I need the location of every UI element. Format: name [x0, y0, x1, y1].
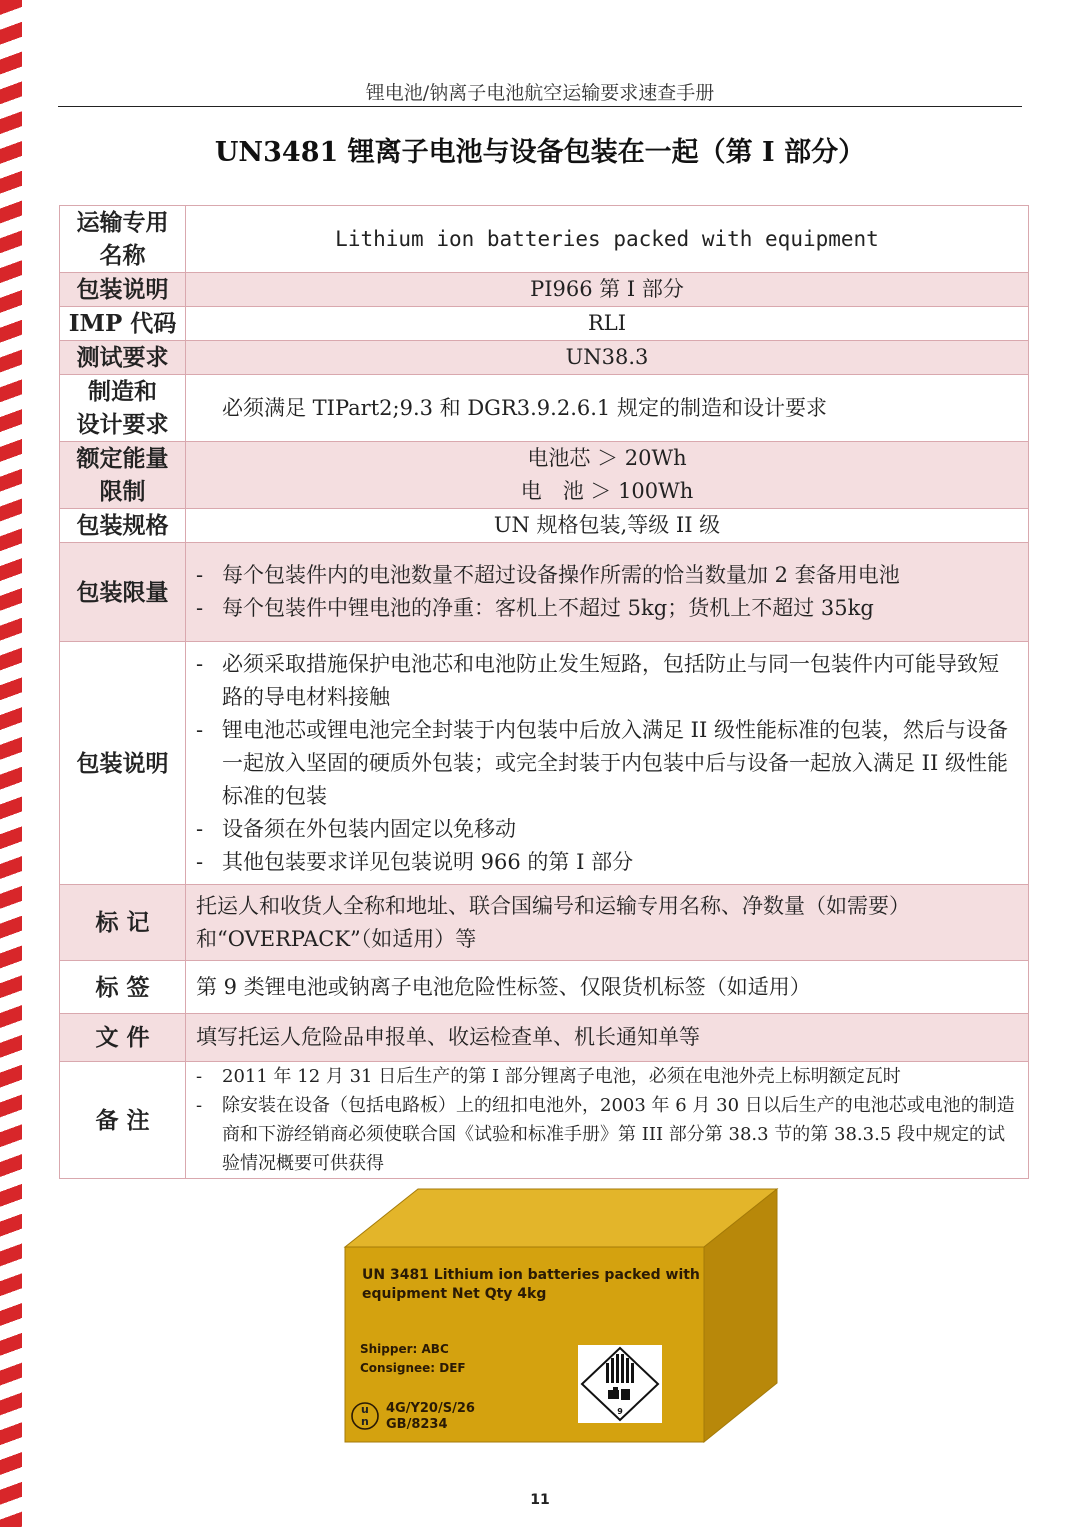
list-item: - 除安装在设备（包括电路板）上的纽扣电池外，2003 年 6 月 30 日以后生产的电池芯或电池的制造商和下游经销商必须使联合国《试验和标准手册》第 III 部分第 38.3 节的第 38.3.5 段中规定的试验情况概要可供获得: [196, 1091, 1018, 1178]
hazard-class-number: 9: [617, 1407, 623, 1416]
value-packing-instruction: PI966 第 I 部分: [186, 273, 1029, 307]
row-manufacturing: [60, 375, 1029, 442]
row-documents: [60, 1014, 1029, 1062]
label-marking: 标 记: [60, 885, 186, 961]
row-remarks: [60, 1062, 1029, 1179]
list-item: - 每个包装件中锂电池的净重：客机上不超过 5kg；货机上不超过 35kg: [196, 592, 1018, 625]
value-remarks: [186, 1062, 1029, 1179]
header-rule: [58, 106, 1022, 107]
label-manufacturing: 制造和 设计要求: [60, 375, 186, 442]
list-item: - 2011 年 12 月 31 日后生产的第 I 部分锂离子电池，必须在电池外壳上标明额定瓦时: [196, 1062, 1018, 1091]
box-un-code-line2: GB/8234: [386, 1417, 448, 1432]
value-packaging-limit: [186, 543, 1029, 642]
label-rated-energy: 额定能量 限制: [60, 442, 186, 509]
label-remarks: 备 注: [60, 1062, 186, 1179]
row-packaging-spec: [60, 509, 1029, 543]
row-marking: [60, 885, 1029, 961]
value-marking: 托运人和收货人全称和地址、联合国编号和运输专用名称、净数量（如需要）和“OVERPACK”（如适用）等: [186, 885, 1029, 961]
value-packaging-spec: UN 规格包装,等级 II 级: [186, 509, 1029, 543]
value-shipping-name: Lithium ion batteries packed with equipment: [186, 206, 1029, 273]
value-manufacturing: 必须满足 TIPart2;9.3 和 DGR3.9.2.6.1 规定的制造和设计要求: [186, 375, 1029, 442]
rated-energy-battery: 电 池 ＞ 100Wh: [520, 479, 694, 503]
un-packaging-symbol-icon: [350, 1401, 380, 1431]
value-documents: 填写托运人危险品申报单、收运检查单、机长通知单等: [186, 1014, 1029, 1062]
label-packing-instruction: 包装说明: [60, 273, 186, 307]
value-labels: 第 9 类锂电池或钠离子电池危险性标签、仅限货机标签（如适用）: [186, 961, 1029, 1014]
label-packaging-limit: 包装限量: [60, 543, 186, 642]
red-white-border-stripe: [0, 0, 22, 1527]
list-item: - 必须采取措施保护电池芯和电池防止发生短路，包括防止与同一包装件内可能导致短路的导电材料接触: [196, 648, 1018, 714]
box-shipper: Shipper: ABC: [360, 1342, 449, 1356]
un-symbol-bottom: n: [361, 1415, 369, 1428]
row-test-requirement: [60, 341, 1029, 375]
row-labels: [60, 961, 1029, 1014]
running-header: 锂电池/钠离子电池航空运输要求速查手册: [365, 82, 715, 104]
row-rated-energy: [60, 442, 1029, 509]
box-un-code-line1: 4G/Y20/S/26: [386, 1401, 475, 1416]
list-item: - 锂电池芯或锂电池完全封装于内包装中后放入满足 II 级性能标准的包装，然后与设备一起放入坚固的硬质外包装；或完全封装于内包装中后与设备一起放入满足 II 级性能标准的包装: [196, 714, 1018, 813]
page-number: 11: [530, 1492, 550, 1508]
row-imp-code: [60, 307, 1029, 341]
box-marking-line2: equipment Net Qty 4kg: [362, 1286, 547, 1302]
label-shipping-name: 运输专用 名称: [60, 206, 186, 273]
box-marking-line1: UN 3481 Lithium ion batteries packed with: [362, 1267, 700, 1283]
row-packaging-limit: [60, 543, 1029, 642]
label-labels: 标 签: [60, 961, 186, 1014]
label-documents: 文 件: [60, 1014, 186, 1062]
un-symbol-top: u: [361, 1403, 369, 1416]
class-9-hazard-label-icon: [578, 1345, 662, 1423]
label-imp-code: IMP 代码: [60, 307, 186, 341]
label-packaging-spec: 包装规格: [60, 509, 186, 543]
label-test-requirement: 测试要求: [60, 341, 186, 375]
row-packaging-notes: [60, 642, 1029, 885]
list-item: - 其他包装要求详见包装说明 966 的第 I 部分: [196, 846, 1018, 879]
page-title: UN3481 锂离子电池与设备包装在一起（第 I 部分）: [214, 137, 866, 168]
value-imp-code: RLI: [186, 307, 1029, 341]
value-test-requirement: UN38.3: [186, 341, 1029, 375]
label-packaging-notes: 包装说明: [60, 642, 186, 885]
value-rated-energy: [186, 442, 1029, 509]
spec-table: [59, 205, 1029, 1179]
rated-energy-cell: 电池芯 ＞ 20Wh: [527, 446, 687, 470]
row-shipping-name: [60, 206, 1029, 273]
value-packaging-notes: [186, 642, 1029, 885]
row-packing-instruction: [60, 273, 1029, 307]
list-item: - 设备须在外包装内固定以免移动: [196, 813, 1018, 846]
package-illustration: [340, 1185, 780, 1447]
list-item: - 每个包装件内的电池数量不超过设备操作所需的恰当数量加 2 套备用电池: [196, 559, 1018, 592]
box-consignee: Consignee: DEF: [360, 1361, 466, 1375]
